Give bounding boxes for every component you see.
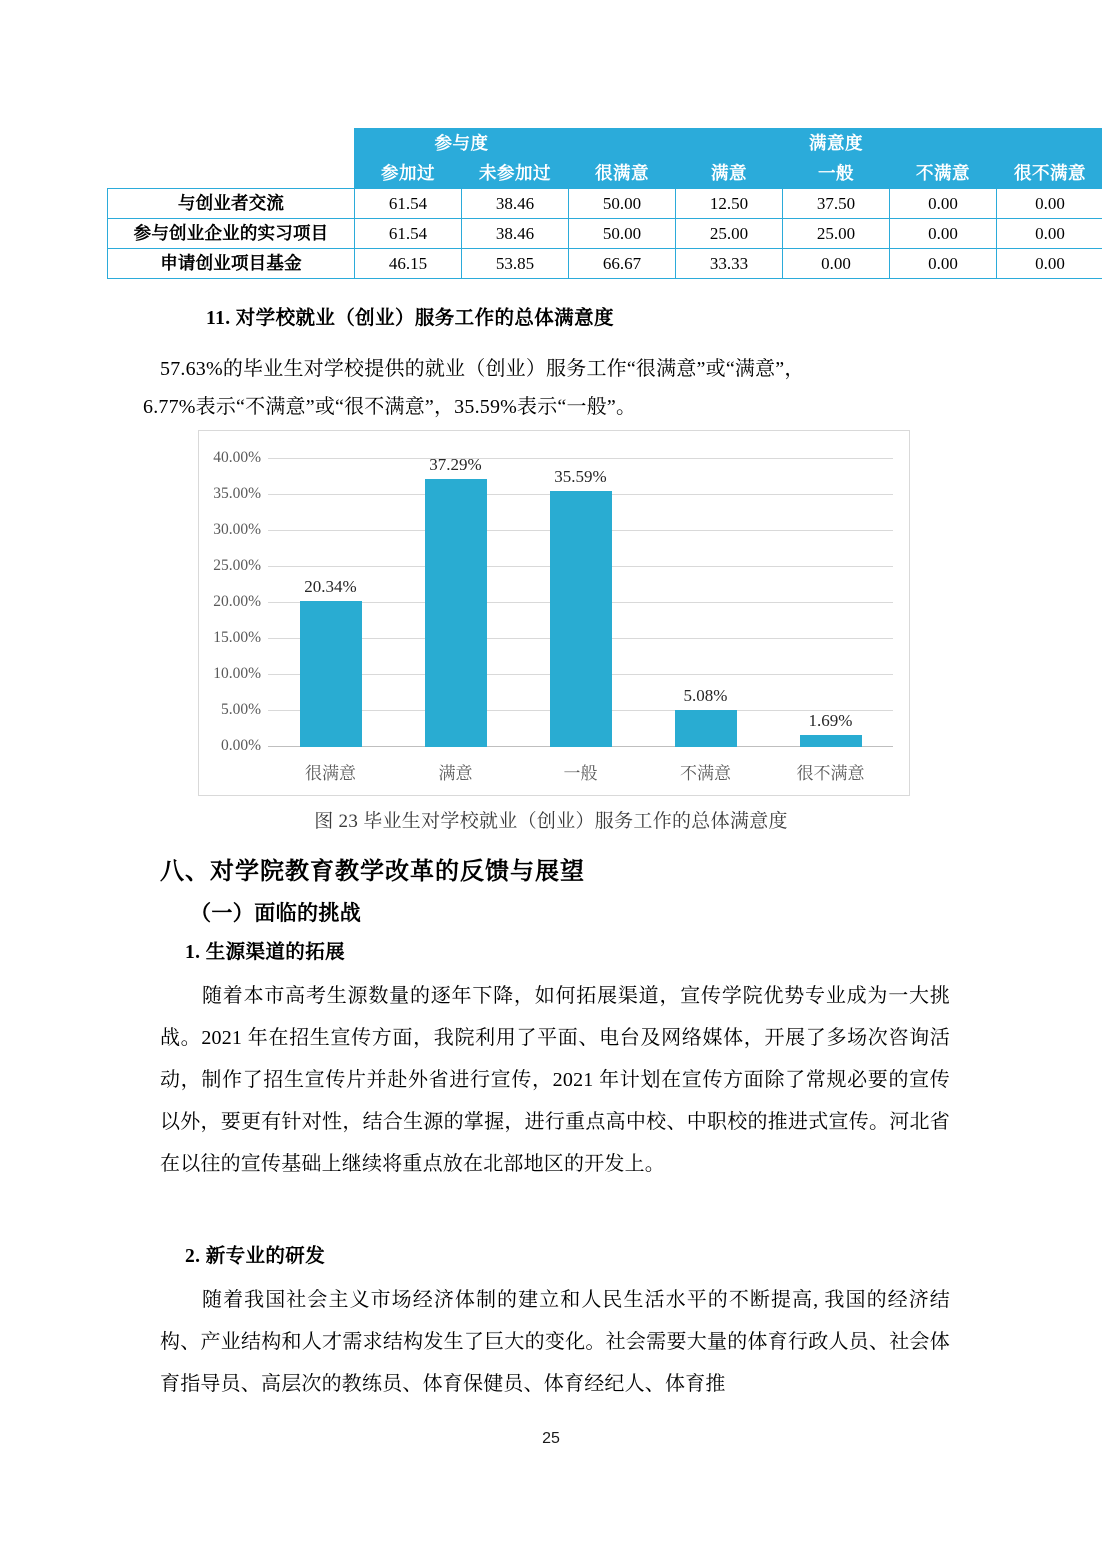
- table-group-header-satisfaction: 满意度: [569, 129, 1102, 159]
- table-cell: 61.54: [355, 189, 462, 219]
- xtick-label: 一般: [563, 764, 598, 783]
- xtick-label: 很满意: [305, 764, 356, 783]
- bar-slot-very-dissatisfied: [768, 459, 893, 783]
- ytick-label: 15.00%: [213, 629, 261, 646]
- paragraph-8-1-1: 随着本市高考生源数量的逐年下降，如何拓展渠道，宣传学院优势专业成为一大挑战。2021 年在招生宣传方面，我院利用了平面、电台及网络媒体，开展了多场次咨询活动，制作了招生宣传片并赴外省进行宣传，2021 年计划在宣传方面除了常规必要的宣传以外，要更有针对性，结合生源的掌握，进行重点高中校、中职校的推进式宣传。河北省在以往的宣传基础上继续将重点放在北部地区的开发上。: [160, 985, 950, 1175]
- table-cell: 38.46: [462, 189, 569, 219]
- table-cell: 33.33: [676, 249, 783, 279]
- page-number: 25: [542, 1430, 560, 1447]
- table-cell: 66.67: [569, 249, 676, 279]
- table-cell: 37.50: [783, 189, 890, 219]
- bar-very-satisfied: [300, 601, 362, 747]
- table-cell: 61.54: [355, 219, 462, 249]
- bar-slot-dissatisfied: [643, 459, 768, 783]
- ytick-label: 25.00%: [213, 557, 261, 574]
- chart-bars: [268, 454, 893, 783]
- table-row-label: 申请创业项目基金: [108, 249, 355, 279]
- bar-slot-satisfied: [393, 454, 518, 783]
- table-cell: 25.00: [783, 219, 890, 249]
- xtick-label: 不满意: [680, 764, 731, 783]
- satisfaction-bar-chart: [198, 430, 910, 796]
- table-cell: 25.00: [676, 219, 783, 249]
- ytick-label: 10.00%: [213, 665, 261, 682]
- bar-slot-very-satisfied: [268, 459, 393, 783]
- table-cell: 0.00: [997, 249, 1102, 279]
- ytick-label: 40.00%: [213, 449, 261, 466]
- bar-value-label: 5.08%: [683, 686, 728, 706]
- table-row-label: 与创业者交流: [108, 189, 355, 219]
- table-col-very-dissatisfied: 很不满意: [997, 159, 1102, 189]
- ytick-label: 30.00%: [213, 521, 261, 538]
- bar-value-label: 37.29%: [429, 454, 482, 474]
- bar-dissatisfied: [675, 710, 737, 747]
- paragraph-11-line2: 6.77%表示“不满意”或“很不满意”，35.59%表示“一般”。: [143, 396, 637, 418]
- table-cell: 50.00: [569, 189, 676, 219]
- heading-8-1-2-new-majors: 2. 新专业的研发: [185, 1246, 326, 1267]
- table-cell: 46.15: [355, 249, 462, 279]
- ytick-label: 5.00%: [220, 701, 261, 718]
- bar-neutral: [550, 491, 612, 747]
- xtick-label: 满意: [438, 764, 473, 783]
- figure-caption: 图 23 毕业生对学校就业（创业）服务工作的总体满意度: [314, 811, 788, 832]
- participation-satisfaction-table: [107, 128, 1086, 279]
- heading-section-8: 八、对学院教育教学改革的反馈与展望: [160, 859, 585, 885]
- table-cell: 0.00: [997, 189, 1102, 219]
- table-cell: 0.00: [997, 219, 1102, 249]
- table-row: [108, 189, 1102, 219]
- heading-8-1-challenges: （一）面临的挑战: [190, 901, 362, 925]
- table-col-very-satisfied: 很满意: [569, 159, 676, 189]
- paragraph-11-line1: 57.63%的毕业生对学校提供的就业（创业）服务工作“很满意”或“满意”，: [160, 358, 805, 380]
- table-cell: 50.00: [569, 219, 676, 249]
- table-cell: 0.00: [890, 189, 997, 219]
- table-cell: 12.50: [676, 189, 783, 219]
- table-col-participated: 参加过: [355, 159, 462, 189]
- bar-value-label: 20.34%: [304, 576, 357, 596]
- table-group-header-participation: 参与度: [355, 129, 569, 159]
- table-corner-cell: [108, 129, 355, 189]
- table-cell: 0.00: [783, 249, 890, 279]
- table-row-label: 参与创业企业的实习项目: [108, 219, 355, 249]
- heading-8-1-1-enrollment-channels: 1. 生源渠道的拓展: [185, 942, 346, 963]
- table-cell: 0.00: [890, 249, 997, 279]
- table-row: [108, 249, 1102, 279]
- table-col-dissatisfied: 不满意: [890, 159, 997, 189]
- bar-value-label: 1.69%: [808, 710, 853, 730]
- table-group-header-row: [108, 129, 1102, 159]
- ytick-label: 20.00%: [213, 593, 261, 610]
- table-col-not-participated: 未参加过: [462, 159, 569, 189]
- table-col-satisfied: 满意: [676, 159, 783, 189]
- bar-satisfied: [425, 479, 487, 747]
- bar-slot-neutral: [518, 459, 643, 783]
- table-row: [108, 219, 1102, 249]
- bar-value-label: 35.59%: [554, 466, 607, 486]
- table-cell: 0.00: [890, 219, 997, 249]
- bar-very-dissatisfied: [800, 735, 862, 747]
- table-col-neutral: 一般: [783, 159, 890, 189]
- xtick-label: 很不满意: [796, 764, 865, 783]
- heading-11-overall-satisfaction: 11. 对学校就业（创业）服务工作的总体满意度: [206, 308, 614, 329]
- chart-plot-area: [213, 449, 893, 783]
- table-cell: 38.46: [462, 219, 569, 249]
- ytick-label: 35.00%: [213, 485, 261, 502]
- ytick-label: 0.00%: [220, 737, 261, 754]
- paragraph-8-1-2: 随着我国社会主义市场经济体制的建立和人民生活水平的不断提高, 我国的经济结构、产业结构和人才需求结构发生了巨大的变化。社会需要大量的体育行政人员、社会体育指导员、高层次的教练员、体育保健员、体育经纪人、体育推: [160, 1289, 950, 1395]
- table-cell: 53.85: [462, 249, 569, 279]
